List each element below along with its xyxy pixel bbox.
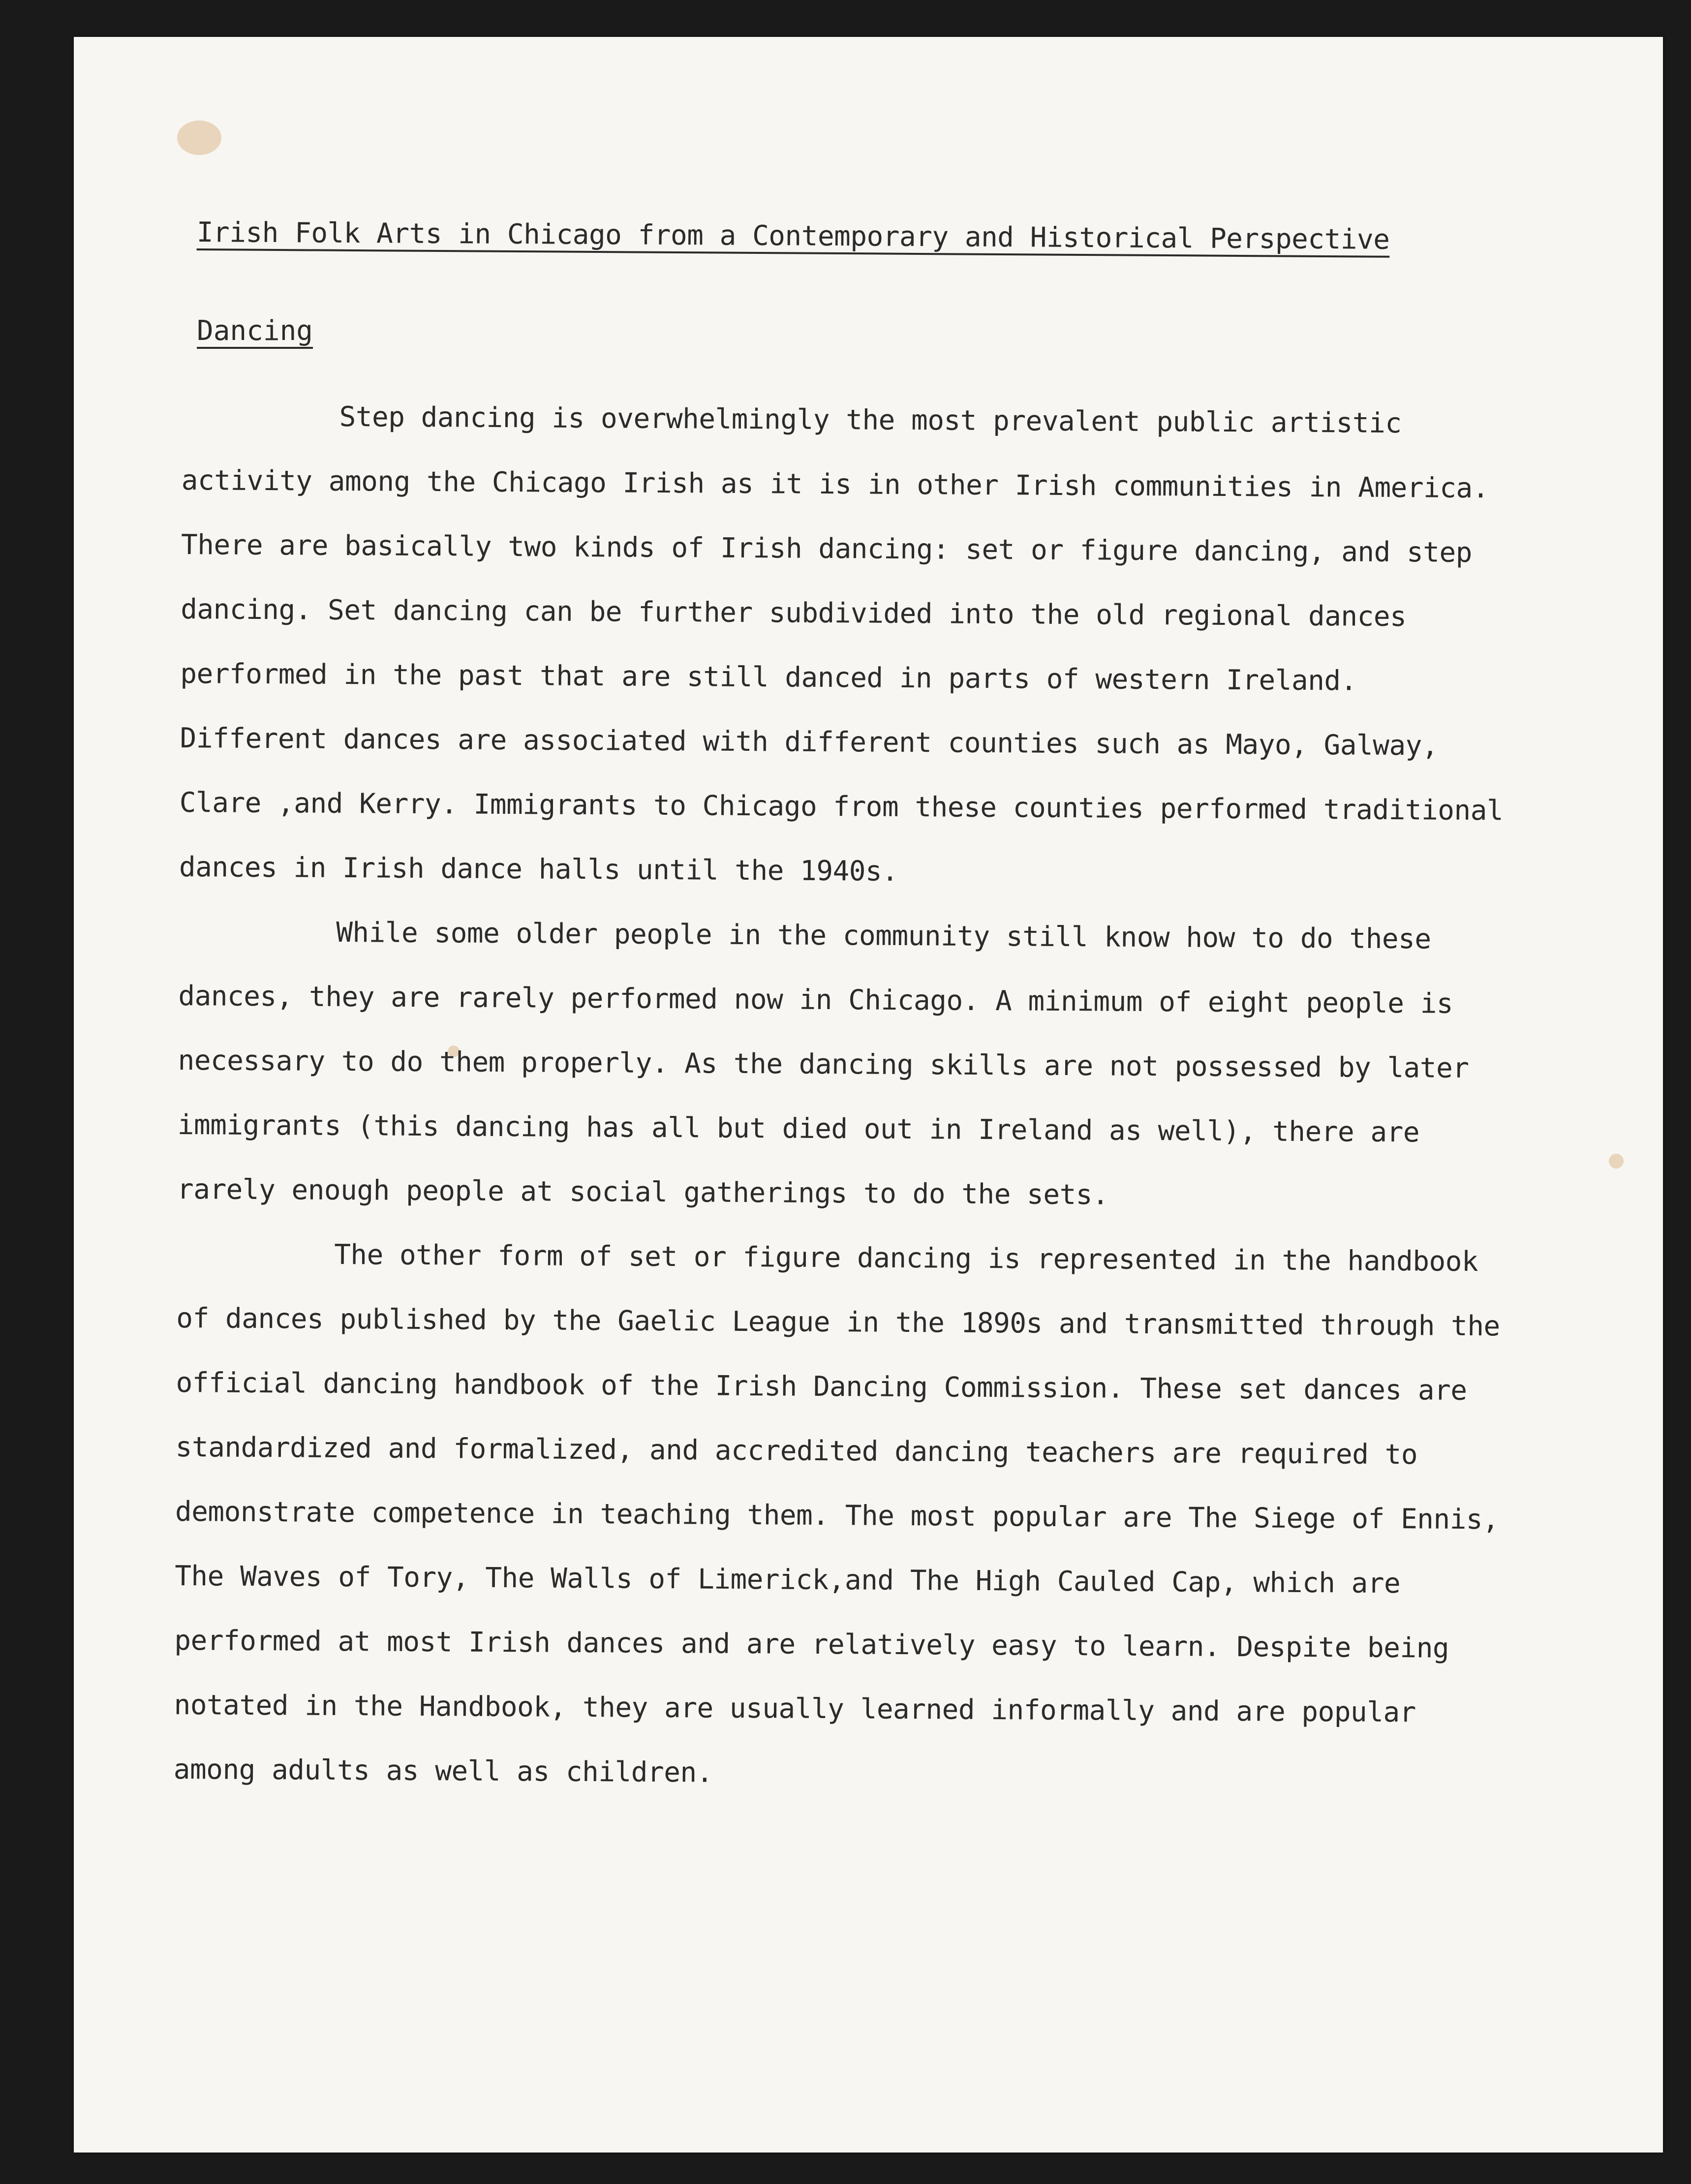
document-body	[173, 384, 1510, 1810]
paragraph: While some older people in the community still know how to do these dances, they are rarely performed now in Chicago. A minimum of eight people is necessary to do them properly. As the dancing skills are not possessed by later immigrants (this dancing has all but died out in Ireland as well), there are rarely enough people at social gatherings to do the sets.	[177, 916, 1469, 1211]
paragraph: Step dancing is overwhelmingly the most prevalent public artistic activity among the Chicago Irish as it is in other Irish communities in America. There are basically two kinds of Irish dancing: set or figure dancing, and step dancing. Set dancing can be further subdivided into the old regional dances performed in the past that are still danced in parts of western Ireland. Different dances are associated with different counties such as Mayo, Galway, Clare ,and Kerry. Immigrants to Chicago from these counties performed traditional dances in Irish dance halls until the 1940s.	[179, 400, 1504, 888]
section-heading: Dancing	[197, 315, 313, 347]
paper-stain	[177, 121, 221, 155]
paper-stain	[1609, 1154, 1624, 1169]
paragraph: The other form of set or figure dancing is represented in the handbook of dances published by the Gaelic League in the 1890s and transmitted through the official dancing handbook of the Irish Dancing Commission. These set dances are standardized and formalized, and accredited dancing teachers are required to demonstrate competence in teaching them. The most popular are The Siege of Ennis, The Waves of Tory, The Walls of Limerick,and The High Cauled Cap, which are performed at most Irish dances and are relatively easy to learn. Despite being notated in the Handbook, they are usually learned informally and are popular among adults as well as children.	[173, 1238, 1500, 1789]
document-title: Irish Folk Arts in Chicago from a Contemporary and Historical Perspective	[196, 216, 1390, 256]
